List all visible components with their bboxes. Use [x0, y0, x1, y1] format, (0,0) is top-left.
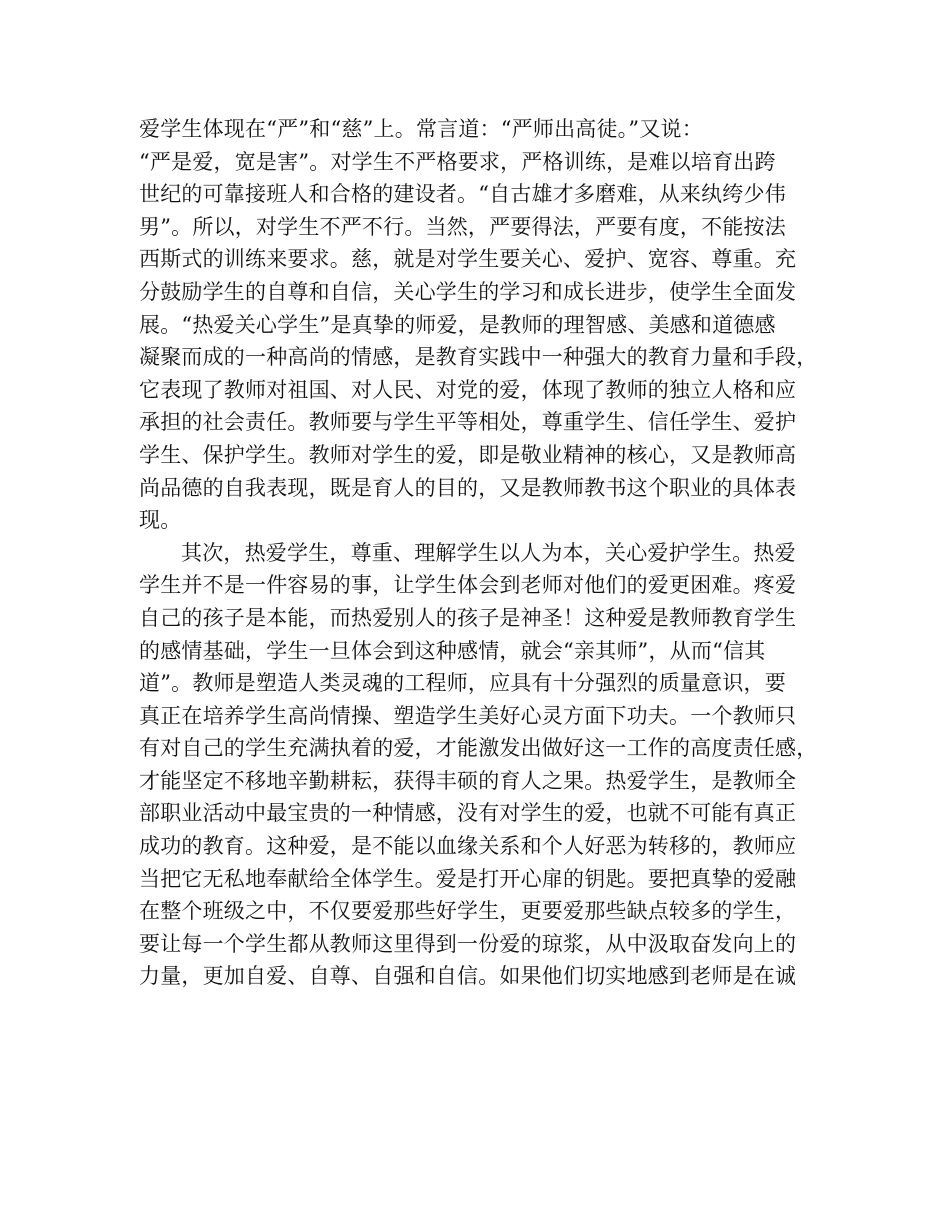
text-line: 学生并不是一件容易的事，让学生体会到老师对他们的爱更困难。疼爱 — [139, 573, 797, 598]
text-line: 成功的教育。这种爱，是不能以血缘关系和个人好恶为转移的，教师应 — [139, 834, 797, 859]
text-line: 学生、保护学生。教师对学生的爱，即是敬业精神的核心，又是教师高 — [139, 442, 797, 467]
document-body — [139, 113, 829, 993]
text-line: 凝聚而成的一种高尚的情感，是教育实践中一种强大的教育力量和手段， — [139, 345, 818, 370]
text-line: 真正在培养学生高尚情操、塑造学生美好心灵方面下功夫。一个教师只 — [139, 703, 797, 728]
text-line: “严是爱，宽是害”。对学生不严格要求，严格训练，是难以培育出跨 — [139, 149, 776, 174]
text-line: 现。 — [139, 508, 182, 533]
text-line: 分鼓励学生的自尊和自信，关心学生的学习和成长进步，使学生全面发 — [139, 279, 797, 304]
text-line: 力量，更加自爱、自尊、自强和自信。如果他们切实地感到老师是在诚 — [139, 964, 797, 989]
text-line: 它表现了教师对祖国、对人民、对党的爱，体现了教师的独立人格和应 — [139, 377, 797, 402]
paragraph-2 — [139, 537, 829, 993]
text-line: 西斯式的训练来要求。慈，就是对学生要关心、爱护、宽容、尊重。充 — [139, 247, 797, 272]
text-line: 在整个班级之中，不仅要爱那些好学生，更要爱那些缺点较多的学生， — [139, 899, 797, 924]
text-line: 当把它无私地奉献给全体学生。爱是打开心扉的钥匙。要把真挚的爱融 — [139, 866, 797, 891]
text-line: 有对自己的学生充满执着的爱，才能激发出做好这一工作的高度责任感， — [139, 736, 818, 761]
paragraph-1 — [139, 113, 829, 537]
text-line: 才能坚定不移地辛勤耕耘，获得丰硕的育人之果。热爱学生，是教师全 — [139, 768, 797, 793]
text-line: 部职业活动中最宝贵的一种情感，没有对学生的爱，也就不可能有真正 — [139, 801, 797, 826]
text-line: 自己的孩子是本能，而热爱别人的孩子是神圣！这种爱是教师教育学生 — [139, 605, 797, 630]
text-line: 要让每一个学生都从教师这里得到一份爱的琼浆，从中汲取奋发向上的 — [139, 931, 797, 956]
text-line: 展。“热爱关心学生”是真挚的师爱，是教师的理智感、美感和道德感 — [139, 312, 776, 337]
text-line: 尚品德的自我表现，既是育人的目的，又是教师教书这个职业的具体表 — [139, 475, 797, 500]
text-line: 世纪的可靠接班人和合格的建设者。“自古雄才多磨难，从来纨绔少伟 — [139, 182, 786, 207]
text-line: 道”。教师是塑造人类灵魂的工程师，应具有十分强烈的质量意识，要 — [139, 671, 786, 696]
text-line: 男”。所以，对学生不严不行。当然，严要得法，严要有度，不能按法 — [139, 214, 786, 239]
text-line: 的感情基础，学生一旦体会到这种感情，就会“亲其师”，从而“信其 — [139, 638, 766, 663]
text-line-indented: 其次，热爱学生，尊重、理解学生以人为本，关心爱护学生。热爱 — [181, 540, 796, 565]
text-line: 承担的社会责任。教师要与学生平等相处，尊重学生、信任学生、爱护 — [139, 410, 797, 435]
text-line: 爱学生体现在“严”和“慈”上。常言道：“严师出高徒。”又说： — [139, 117, 703, 141]
